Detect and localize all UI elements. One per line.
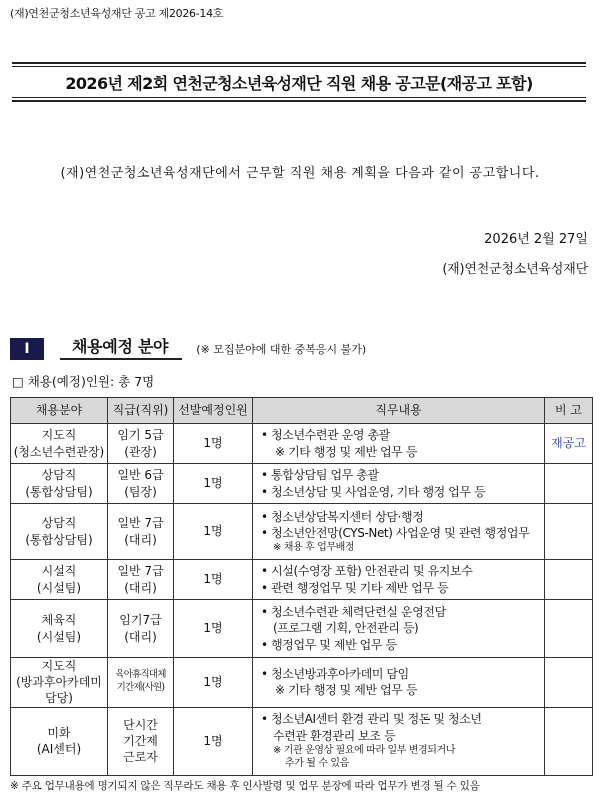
cell-line: 단시간	[123, 717, 158, 732]
duty-line: 추가 될 수 있음	[285, 758, 349, 770]
section-title: 채용예정 분야	[60, 336, 182, 360]
header-remark: 비 고	[545, 398, 593, 424]
cell-line: (방과후아카데미담당)	[16, 675, 102, 706]
duty-line: • 청소년방과후아카데미 담임	[261, 666, 544, 682]
footnote: ※ 주요 업무내용에 명기되지 않은 직무라도 채용 후 인사발령 및 업무 분장에 따라 업무가 변경 될 수 있음	[10, 780, 480, 792]
job-table	[10, 397, 593, 776]
cell-duties	[253, 424, 545, 464]
duty-line: • 관련 행정업무 및 기타 제반 업무 등	[261, 580, 544, 596]
title-box	[12, 62, 586, 102]
duty-line: • 청소년안전망(CYS-Net) 사업운영 및 관련 행정업무	[261, 525, 544, 541]
cell-line: 미화	[47, 725, 71, 740]
cell-count: 1명	[174, 464, 253, 504]
duty-line: • 행정업무 및 제반 업무 등	[261, 637, 544, 653]
cell-line: 기간제	[123, 733, 158, 748]
cell-remark	[545, 560, 593, 600]
header-grade: 직급(직위)	[108, 398, 174, 424]
cell-duties	[253, 504, 545, 560]
section-number: Ⅰ	[10, 338, 44, 360]
table-row	[11, 707, 593, 775]
cell-line: (대리)	[124, 580, 157, 595]
duty-line: • 청소년상담 및 사업운영, 기타 행정 업무 등	[261, 484, 544, 500]
duty-line: (프로그램 기획, 안전관리 등)	[273, 621, 419, 636]
section-note: (※ 모집분야에 대한 중복응시 불가)	[196, 343, 367, 356]
cell-line: 근로자	[123, 750, 158, 765]
cell-duties	[253, 464, 545, 504]
cell-count: 1명	[174, 658, 253, 708]
cell-count: 1명	[174, 707, 253, 775]
cell-line: 상담직	[41, 516, 77, 531]
duty-line: • 시설(수영장 포함) 안전관리 및 유지보수	[261, 563, 544, 579]
duty-line: ※ 기타 행정 및 제반 업무 등	[261, 682, 544, 698]
cell-count: 1명	[174, 560, 253, 600]
duty-line: • 청소년상담복지센터 상담·행정	[261, 509, 544, 525]
cell-remark	[545, 600, 593, 658]
cell-grade	[108, 560, 174, 600]
organization-name: (재)연천군청소년육성재단	[442, 262, 588, 277]
cell-remark	[545, 504, 593, 560]
cell-line: 시설직	[41, 564, 77, 579]
hiring-count: □ 채용(예정)인원: 총 7명	[12, 374, 155, 389]
cell-remark	[545, 707, 593, 775]
cell-duties	[253, 600, 545, 658]
table-row	[11, 464, 593, 504]
cell-line: (청소년수련관장)	[13, 444, 105, 459]
table-row	[11, 600, 593, 658]
cell-field	[11, 707, 108, 775]
announcement-date: 2026년 2월 27일	[484, 232, 588, 247]
cell-line: (관장)	[124, 444, 157, 459]
duty-line: • 통합상담팀 업무 총괄	[261, 467, 544, 483]
table-row	[11, 658, 593, 708]
cell-line: (통합상담팀)	[25, 484, 93, 499]
cell-field	[11, 560, 108, 600]
header-count: 선발예정인원	[174, 398, 253, 424]
table-row	[11, 424, 593, 464]
table-header-row	[11, 398, 593, 424]
cell-line: (대리)	[124, 532, 157, 547]
table-body	[11, 424, 593, 776]
cell-remark	[545, 658, 593, 708]
cell-grade	[108, 464, 174, 504]
cell-line: 상담직	[41, 468, 77, 483]
cell-field	[11, 424, 108, 464]
cell-field	[11, 504, 108, 560]
cell-line: 일반 7급	[117, 516, 164, 531]
cell-line: 일반 7급	[117, 564, 164, 579]
cell-line: 육아휴직대체	[115, 669, 166, 681]
duty-line: • 청소년AI센터 환경 관리 및 정돈 및 청소년	[261, 711, 544, 727]
duty-line: ※ 기관 운영상 필요에 따라 일부 변경되거나	[261, 744, 544, 758]
cell-duties	[253, 707, 545, 775]
cell-line: 임기 5급	[117, 428, 164, 443]
cell-line: (대리)	[124, 629, 157, 644]
cell-remark: 재공고	[545, 424, 593, 464]
intro-paragraph: (재)연천군청소년육성재단에서 근무할 직원 채용 계획을 다음과 같이 공고합니다.	[60, 166, 540, 181]
cell-grade	[108, 504, 174, 560]
cell-grade	[108, 424, 174, 464]
cell-field	[11, 600, 108, 658]
cell-line: (AI센터)	[36, 742, 82, 757]
table-row	[11, 504, 593, 560]
cell-line: 임기7급	[119, 613, 162, 628]
cell-grade	[108, 658, 174, 708]
header-field: 채용분야	[11, 398, 108, 424]
cell-grade	[108, 600, 174, 658]
cell-line: (시설팀)	[36, 580, 82, 595]
cell-line: 일반 6급	[117, 468, 164, 483]
duty-line: • 청소년수련관 체력단련실 운영전담	[261, 604, 544, 620]
cell-line: 지도직	[41, 428, 77, 443]
duty-line: 수련관 환경관리 보조 등	[273, 728, 396, 743]
cell-line: (통합상담팀)	[25, 532, 93, 547]
table-row	[11, 560, 593, 600]
header-duties: 직무내용	[253, 398, 545, 424]
cell-line: (팀장)	[124, 484, 157, 499]
cell-duties	[253, 560, 545, 600]
cell-line: 지도직	[41, 659, 77, 673]
cell-line: (시설팀)	[36, 629, 82, 644]
cell-line: 기간제(사원)	[116, 682, 165, 694]
cell-field	[11, 658, 108, 708]
cell-line: 체육직	[41, 613, 77, 628]
cell-duties	[253, 658, 545, 708]
document-number: (재)연천군청소년육성재단 공고 제2026-14호	[10, 7, 224, 20]
duty-line: ※ 채용 후 업무배정	[261, 541, 544, 555]
cell-count: 1명	[174, 600, 253, 658]
duty-line: ※ 기타 행정 및 제반 업무 등	[261, 444, 544, 460]
cell-count: 1명	[174, 424, 253, 464]
cell-remark	[545, 464, 593, 504]
cell-count: 1명	[174, 504, 253, 560]
duty-line: • 청소년수련관 운영 총괄	[261, 427, 544, 443]
cell-grade	[108, 707, 174, 775]
page-title: 2026년 제2회 연천군청소년육성재단 직원 채용 공고문(재공고 포함)	[65, 73, 533, 93]
cell-field	[11, 464, 108, 504]
section-heading	[10, 336, 366, 360]
